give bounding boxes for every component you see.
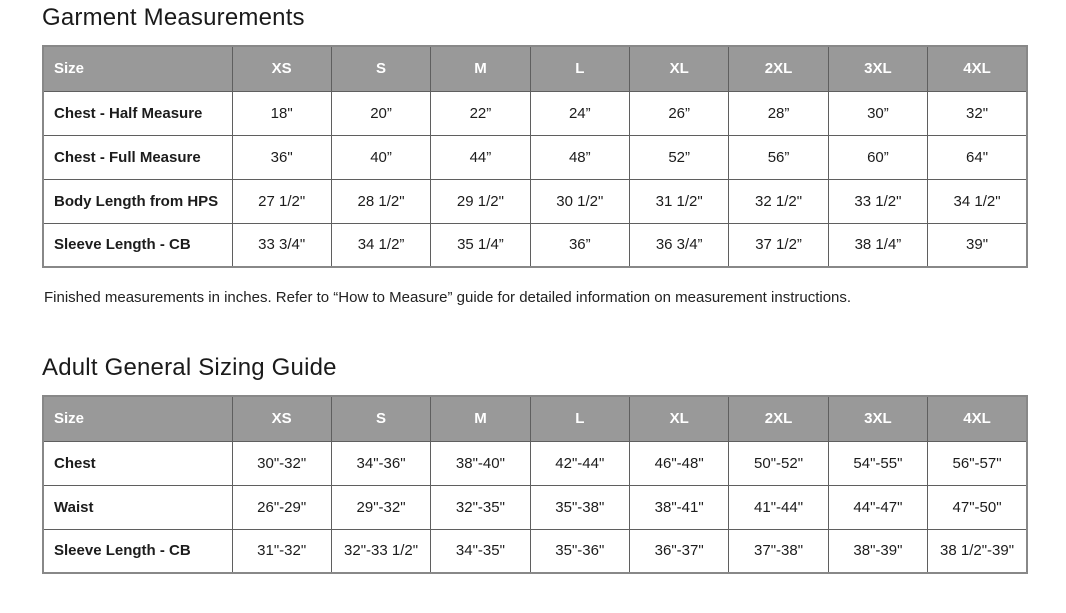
table-cell: 34 1/2": [928, 179, 1027, 223]
table-cell: 36": [232, 135, 331, 179]
garment-measurements-table: [42, 45, 1028, 268]
table-cell: 35"-36": [530, 529, 629, 573]
table-cell: 34"-36": [331, 441, 430, 485]
table-cell: 46"-48": [630, 441, 729, 485]
table-cell: 33 3/4": [232, 223, 331, 267]
column-header-2xl: 2XL: [729, 46, 828, 91]
column-header-xl: XL: [630, 396, 729, 441]
table-cell: 24”: [530, 91, 629, 135]
table-cell: 50"-52": [729, 441, 828, 485]
adult-header-row: [43, 396, 1027, 441]
table-cell: 37 1/2”: [729, 223, 828, 267]
table-row-chest-half-measure: [43, 91, 1027, 135]
table-cell: 31 1/2": [630, 179, 729, 223]
column-header-2xl: 2XL: [729, 396, 828, 441]
table-cell: 26"-29": [232, 485, 331, 529]
measurement-footnote: Finished measurements in inches. Refer to “How to Measure” guide for detailed information on measurement instructions.: [44, 289, 852, 306]
column-header-3xl: 3XL: [828, 396, 927, 441]
table-cell: 48”: [530, 135, 629, 179]
table-cell: 38"-40": [431, 441, 530, 485]
column-header-m: M: [431, 46, 530, 91]
table-cell: 18": [232, 91, 331, 135]
table-cell: 42"-44": [530, 441, 629, 485]
table-cell: 36"-37": [630, 529, 729, 573]
table-cell: 52”: [630, 135, 729, 179]
table-row-body-length-hps: [43, 179, 1027, 223]
row-label: Sleeve Length - CB: [43, 223, 232, 267]
table-cell: 20”: [331, 91, 430, 135]
row-label: Chest: [43, 441, 232, 485]
column-header-xs: XS: [232, 396, 331, 441]
table-cell: 34 1/2”: [331, 223, 430, 267]
table-cell: 44"-47": [828, 485, 927, 529]
column-header-s: S: [331, 396, 430, 441]
column-header-xs: XS: [232, 46, 331, 91]
column-header-l: L: [530, 396, 629, 441]
table-row-waist: [43, 485, 1027, 529]
adult-sizing-guide-title: Adult General Sizing Guide: [42, 354, 337, 381]
table-cell: 39": [928, 223, 1027, 267]
table-cell: 35 1/4”: [431, 223, 530, 267]
column-header-4xl: 4XL: [928, 46, 1027, 91]
section-divider-space: [42, 307, 1028, 354]
table-cell: 47"-50": [928, 485, 1027, 529]
column-header-size: Size: [43, 396, 232, 441]
table-cell: 30"-32": [232, 441, 331, 485]
row-label: Sleeve Length - CB: [43, 529, 232, 573]
table-cell: 30”: [828, 91, 927, 135]
table-cell: 56”: [729, 135, 828, 179]
table-cell: 56"-57": [928, 441, 1027, 485]
column-header-4xl: 4XL: [928, 396, 1027, 441]
table-cell: 38 1/4”: [828, 223, 927, 267]
table-cell: 22”: [431, 91, 530, 135]
table-cell: 28 1/2": [331, 179, 430, 223]
table-cell: 38"-41": [630, 485, 729, 529]
column-header-size: Size: [43, 46, 232, 91]
table-cell: 38 1/2"-39": [928, 529, 1027, 573]
table-cell: 32 1/2": [729, 179, 828, 223]
table-cell: 44”: [431, 135, 530, 179]
table-cell: 36”: [530, 223, 629, 267]
table-cell: 32": [928, 91, 1027, 135]
table-cell: 41"-44": [729, 485, 828, 529]
row-label: Chest - Half Measure: [43, 91, 232, 135]
row-label: Chest - Full Measure: [43, 135, 232, 179]
table-cell: 33 1/2": [828, 179, 927, 223]
garment-header-row: [43, 46, 1027, 91]
table-row-sleeve-length-cb: [43, 529, 1027, 573]
table-cell: 38"-39": [828, 529, 927, 573]
table-cell: 29 1/2": [431, 179, 530, 223]
table-cell: 32"-33 1/2": [331, 529, 430, 573]
adult-sizing-guide-table: [42, 395, 1028, 574]
column-header-3xl: 3XL: [828, 46, 927, 91]
table-cell: 60”: [828, 135, 927, 179]
table-row-sleeve-length-cb: [43, 223, 1027, 267]
column-header-xl: XL: [630, 46, 729, 91]
table-cell: 34"-35": [431, 529, 530, 573]
table-cell: 26”: [630, 91, 729, 135]
table-cell: 28”: [729, 91, 828, 135]
table-row-chest-full-measure: [43, 135, 1027, 179]
column-header-s: S: [331, 46, 430, 91]
table-cell: 37"-38": [729, 529, 828, 573]
table-cell: 27 1/2": [232, 179, 331, 223]
row-label: Body Length from HPS: [43, 179, 232, 223]
row-label: Waist: [43, 485, 232, 529]
table-cell: 64": [928, 135, 1027, 179]
table-cell: 54"-55": [828, 441, 927, 485]
table-cell: 40”: [331, 135, 430, 179]
column-header-l: L: [530, 46, 629, 91]
table-cell: 35"-38": [530, 485, 629, 529]
table-cell: 29"-32": [331, 485, 430, 529]
column-header-m: M: [431, 396, 530, 441]
table-cell: 30 1/2": [530, 179, 629, 223]
table-cell: 31"-32": [232, 529, 331, 573]
garment-measurements-title: Garment Measurements: [42, 4, 305, 31]
table-cell: 32"-35": [431, 485, 530, 529]
table-cell: 36 3/4”: [630, 223, 729, 267]
table-row-chest: [43, 441, 1027, 485]
